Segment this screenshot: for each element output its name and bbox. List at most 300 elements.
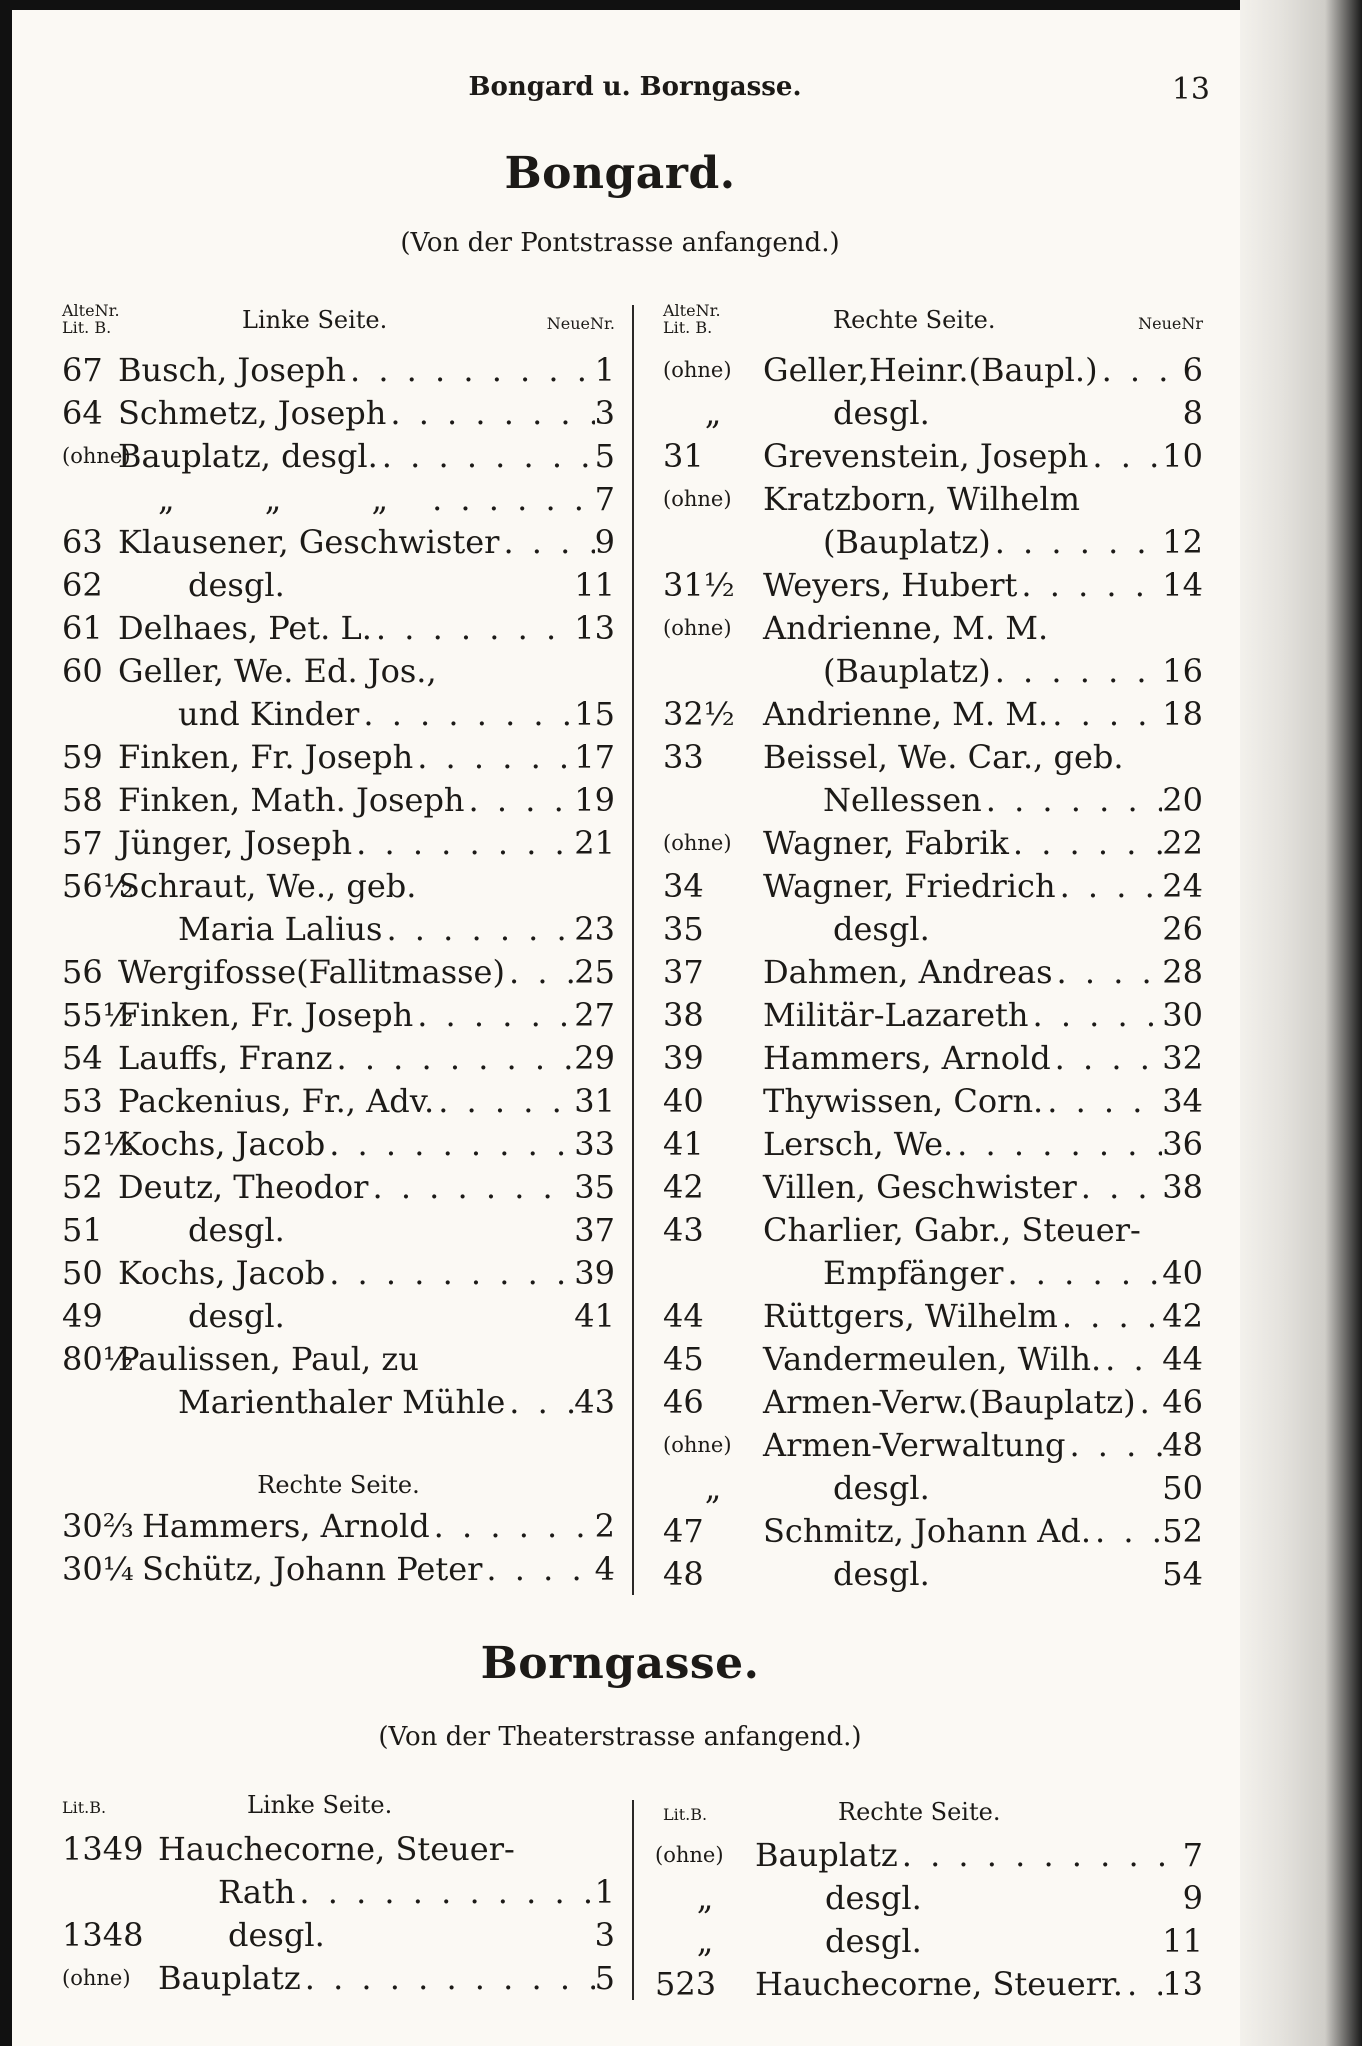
new-number: 1 — [594, 1873, 615, 1911]
new-number: 8 — [1182, 394, 1203, 432]
header-side: Rechte Seite. — [833, 306, 996, 334]
list-item — [62, 1080, 615, 1123]
entry-name: Jünger, Joseph — [118, 824, 353, 862]
entry-name: desgl. — [188, 1211, 285, 1249]
leader-dots — [1136, 1381, 1163, 1424]
entry-name: Grevenstein, Joseph — [763, 437, 1089, 475]
old-number: (ohne) — [663, 1433, 732, 1457]
old-number: (ohne) — [663, 487, 732, 511]
old-number: 60 — [62, 652, 103, 690]
old-number: 58 — [62, 781, 103, 819]
leader-dots — [930, 1467, 1163, 1510]
entry-name: desgl. — [833, 910, 930, 948]
list-item — [663, 607, 1203, 650]
entry-name: Marienthaler Mühle — [178, 1383, 506, 1421]
old-number — [62, 908, 118, 951]
entry-name: Finken, Fr. Joseph — [118, 738, 414, 776]
list-item — [663, 478, 1203, 521]
entry-name: Rüttgers, Wilhelm — [763, 1297, 1058, 1335]
entry-name: Beissel, We. Car., geb. — [763, 738, 1124, 776]
old-number: 34 — [663, 867, 704, 905]
running-head — [60, 72, 1210, 112]
list-item — [663, 349, 1203, 392]
list-item — [663, 1553, 1203, 1596]
leader-dots — [285, 1209, 575, 1252]
old-number: 56 — [62, 953, 103, 991]
old-number: 35 — [663, 910, 704, 948]
new-number: 2 — [594, 1507, 615, 1545]
new-number: 27 — [574, 996, 615, 1034]
list-item — [663, 994, 1203, 1037]
old-number: 50 — [62, 1254, 103, 1292]
new-number: 4 — [594, 1550, 615, 1588]
list-item — [62, 521, 615, 564]
entry-name: Maria Lalius — [178, 910, 383, 948]
old-number — [62, 478, 118, 521]
list-item — [663, 435, 1203, 478]
new-number: 44 — [1162, 1340, 1203, 1378]
old-number — [663, 521, 763, 564]
list-item — [663, 908, 1203, 951]
list-item — [62, 392, 615, 435]
entry-name: Bauplatz — [158, 1959, 301, 1997]
header-old-number: Lit.B. — [62, 1798, 107, 1817]
list-item — [62, 1209, 615, 1252]
leader-dots — [325, 1252, 574, 1295]
old-number: 30⅔ — [62, 1507, 134, 1545]
entry-name: Armen-Verw.(Bauplatz) — [763, 1383, 1136, 1421]
leader-dots — [930, 908, 1163, 951]
old-number: 56½ — [62, 867, 134, 905]
old-number: 1348 — [62, 1916, 144, 1954]
new-number: 29 — [574, 1039, 615, 1077]
new-number: 41 — [574, 1297, 615, 1335]
new-number: 16 — [1162, 652, 1203, 690]
leader-dots — [382, 908, 574, 951]
entry-name: Weyers, Hubert — [763, 566, 1018, 604]
new-number: 3 — [594, 1916, 615, 1954]
leader-dots — [332, 1037, 574, 1080]
new-number: 32 — [1162, 1039, 1203, 1077]
list-item — [62, 951, 615, 994]
new-number: 43 — [574, 1383, 615, 1421]
entry-name: Geller,Heinr.(Baupl.) — [763, 351, 1098, 389]
old-number: 30¼ — [62, 1550, 134, 1588]
entry-name: Finken, Fr. Joseph — [118, 996, 414, 1034]
new-number: 6 — [1182, 351, 1203, 389]
entry-name: desgl. — [228, 1916, 325, 1954]
entry-name: Hauchecorne, Steuerr. — [755, 1965, 1123, 2003]
list-item — [663, 1295, 1203, 1338]
old-number: 31 — [663, 437, 704, 475]
bongard-right-list — [663, 349, 1203, 1596]
section-title-bongard: Bongard. — [504, 148, 736, 199]
list-item — [62, 1338, 615, 1381]
old-number: 62 — [62, 566, 103, 604]
column-divider — [632, 1800, 634, 2000]
list-item — [62, 1505, 615, 1548]
old-number — [663, 650, 763, 693]
leader-dots — [419, 1338, 615, 1381]
list-item — [663, 1123, 1203, 1166]
entry-name: Kochs, Jacob — [118, 1125, 326, 1163]
borngasse-left-list — [62, 1828, 615, 2000]
list-item — [62, 607, 615, 650]
entry-name: desgl. — [825, 1922, 922, 1960]
leader-dots — [378, 435, 595, 478]
entry-name: Hammers, Arnold — [142, 1507, 430, 1545]
new-number: 12 — [1162, 523, 1203, 561]
new-number: 28 — [1162, 953, 1203, 991]
list-item — [62, 1166, 615, 1209]
leader-dots — [991, 650, 1163, 693]
leader-dots — [352, 822, 574, 865]
list-item — [663, 1166, 1203, 1209]
new-number: 14 — [1162, 566, 1203, 604]
entry-name: Wagner, Friedrich — [763, 867, 1056, 905]
new-number: 39 — [574, 1254, 615, 1292]
leader-dots — [922, 1920, 1163, 1963]
leader-dots — [465, 779, 575, 822]
new-number: 24 — [1162, 867, 1203, 905]
leader-dots — [430, 1505, 595, 1548]
leader-dots — [1124, 736, 1203, 779]
list-item — [62, 1037, 615, 1080]
old-number: 41 — [663, 1125, 704, 1163]
list-item — [663, 521, 1203, 564]
list-item — [655, 1963, 1203, 2006]
list-item — [655, 1877, 1203, 1920]
entry-name: Andrienne, M. M. — [763, 695, 1049, 733]
entry-name: Dahmen, Andreas — [763, 953, 1053, 991]
leader-dots — [413, 994, 574, 1037]
leader-dots — [1056, 865, 1163, 908]
new-number: 15 — [574, 695, 615, 733]
borngasse-left-header — [62, 1793, 615, 1823]
entry-name: Paulissen, Paul, zu — [118, 1340, 419, 1378]
entry-name: Nellessen — [823, 781, 982, 819]
list-item — [62, 349, 615, 392]
entry-name: Schraut, We., geb. — [118, 867, 417, 905]
old-number: 52½ — [62, 1125, 134, 1163]
old-number: 52 — [62, 1168, 103, 1206]
new-number: 18 — [1162, 695, 1203, 733]
entry-name: Lauffs, Franz — [118, 1039, 333, 1077]
new-number: 11 — [1162, 1922, 1203, 1960]
bongard-left-extra-list — [62, 1505, 615, 1591]
old-number: 31½ — [663, 566, 735, 604]
leader-dots — [922, 1877, 1183, 1920]
leader-dots — [505, 951, 574, 994]
list-item — [663, 1037, 1203, 1080]
list-item — [62, 865, 615, 908]
new-number: 54 — [1162, 1555, 1203, 1593]
leader-dots — [1043, 1080, 1162, 1123]
new-number: 36 — [1162, 1125, 1203, 1163]
entry-name: Andrienne, M. M. — [763, 609, 1049, 647]
entry-name: Klausener, Geschwister — [118, 523, 500, 561]
entry-name: desgl. — [188, 566, 285, 604]
old-number: 39 — [663, 1039, 704, 1077]
leader-dots — [1141, 1209, 1203, 1252]
entry-name: Geller, We. Ed. Jos., — [118, 652, 437, 690]
leader-dots — [386, 392, 594, 435]
old-number: 64 — [62, 394, 103, 432]
entry-name: Villen, Geschwister — [763, 1168, 1077, 1206]
bongard-right-header — [663, 302, 1203, 342]
header-old-number: AlteNr. Lit. B. — [62, 301, 120, 337]
leader-dots — [982, 779, 1163, 822]
old-number: (ohne) — [663, 831, 732, 855]
entry-name: Charlier, Gabr., Steuer- — [763, 1211, 1141, 1249]
old-number — [62, 1381, 118, 1424]
new-number: 35 — [574, 1168, 615, 1206]
entry-name: Finken, Math. Joseph — [118, 781, 465, 819]
list-item — [62, 1914, 615, 1957]
entry-name: Schmitz, Johann Ad. — [763, 1512, 1092, 1550]
list-item — [62, 994, 615, 1037]
leader-dots — [1017, 564, 1162, 607]
list-item — [663, 693, 1203, 736]
leader-dots — [898, 1834, 1183, 1877]
entry-name: Thywissen, Corn. — [763, 1082, 1044, 1120]
old-number: 80½ — [62, 1340, 134, 1378]
new-number: 5 — [594, 1959, 615, 1997]
leader-dots — [1028, 994, 1162, 1037]
section-title-borngasse: Borngasse. — [480, 1638, 760, 1689]
section-subtitle-borngasse: (Von der Theaterstrasse anfangend.) — [378, 1722, 862, 1752]
old-number: 37 — [663, 953, 704, 991]
old-number: 33 — [663, 738, 704, 776]
old-number — [62, 1871, 158, 1914]
new-number: 3 — [594, 394, 615, 432]
new-number: 26 — [1162, 910, 1203, 948]
leader-dots — [437, 650, 615, 693]
old-number: „ — [696, 1922, 714, 1960]
leader-dots — [1048, 693, 1162, 736]
old-number: 43 — [663, 1211, 704, 1249]
header-side: Linke Seite. — [247, 1791, 393, 1819]
bongard-left-header — [62, 302, 615, 342]
list-item — [62, 779, 615, 822]
old-number: 49 — [62, 1297, 103, 1335]
leader-dots — [1077, 1166, 1163, 1209]
entry-name: Empfänger — [823, 1254, 1004, 1292]
leader-dots — [1058, 1295, 1162, 1338]
old-number: (ohne) — [62, 444, 131, 468]
list-item — [62, 435, 615, 478]
new-number: 23 — [574, 910, 615, 948]
leader-dots — [953, 1123, 1162, 1166]
borngasse-right-list — [655, 1834, 1203, 2006]
old-number: 42 — [663, 1168, 704, 1206]
list-item — [663, 650, 1203, 693]
entry-name: Hauchecorne, Steuer- — [158, 1830, 515, 1868]
entry-name: Deutz, Theodor — [118, 1168, 369, 1206]
entry-name: desgl. — [833, 394, 930, 432]
new-number: 13 — [1162, 1965, 1203, 2003]
list-item — [655, 1834, 1203, 1877]
list-item — [62, 650, 615, 693]
list-item — [663, 779, 1203, 822]
list-item — [663, 865, 1203, 908]
old-number: 1349 — [62, 1830, 144, 1868]
list-item — [663, 1080, 1203, 1123]
new-number: 46 — [1162, 1383, 1203, 1421]
entry-name: Busch, Joseph — [118, 351, 346, 389]
header-side: Rechte Seite. — [838, 1798, 1001, 1826]
list-item — [663, 1338, 1203, 1381]
leader-dots — [1065, 1424, 1162, 1467]
old-number: „ — [704, 1469, 722, 1507]
old-number — [663, 779, 763, 822]
new-number: 17 — [574, 738, 615, 776]
old-number: 48 — [663, 1555, 704, 1593]
entry-name: Armen-Verwaltung — [763, 1426, 1066, 1464]
leader-dots — [515, 1828, 615, 1871]
entry-name: Rath — [218, 1873, 296, 1911]
new-number: 48 — [1162, 1426, 1203, 1464]
list-item — [62, 1957, 615, 2000]
list-item — [663, 564, 1203, 607]
leader-dots — [416, 865, 615, 908]
bongard-left-subhead: Rechte Seite. — [257, 1471, 420, 1499]
entry-name: desgl. — [825, 1879, 922, 1917]
entry-name: Hammers, Arnold — [763, 1039, 1051, 1077]
entry-name: desgl. — [188, 1297, 285, 1335]
leader-dots — [285, 1295, 575, 1338]
leader-dots — [1088, 435, 1162, 478]
new-number: 33 — [574, 1125, 615, 1163]
leader-dots — [930, 392, 1183, 435]
entry-name: Wergifosse(Fallitmasse) — [118, 953, 505, 991]
old-number: 40 — [663, 1082, 704, 1120]
entry-name: Schmetz, Joseph — [118, 394, 387, 432]
old-number: 59 — [62, 738, 103, 776]
new-number: 7 — [594, 480, 615, 518]
bongard-left-list — [62, 349, 615, 1424]
list-item — [663, 392, 1203, 435]
entry-name: Bauplatz, desgl. — [118, 437, 378, 475]
old-number: (ohne) — [655, 1843, 724, 1867]
list-item — [62, 1381, 615, 1424]
scan-edge-right — [1240, 0, 1362, 2046]
old-number: 54 — [62, 1039, 103, 1077]
new-number: 34 — [1162, 1082, 1203, 1120]
old-number: 57 — [62, 824, 103, 862]
old-number: 53 — [62, 1082, 103, 1120]
header-side: Linke Seite. — [242, 306, 388, 334]
entry-name: (Bauplatz) — [823, 523, 991, 561]
leader-dots — [301, 1957, 595, 2000]
entry-name: Wagner, Fabrik — [763, 824, 1009, 862]
leader-dots — [434, 1080, 574, 1123]
running-head-title: Bongard u. Borngasse. — [468, 72, 802, 102]
old-number: 63 — [62, 523, 103, 561]
list-item — [62, 1123, 615, 1166]
list-item — [62, 822, 615, 865]
entry-name: Packenius, Fr., Adv. — [118, 1082, 435, 1120]
old-number: 523 — [655, 1965, 717, 2003]
old-number: „ — [696, 1879, 714, 1917]
column-divider — [632, 305, 634, 1595]
header-old-number: Lit.B. — [663, 1805, 708, 1824]
leader-dots — [368, 1166, 574, 1209]
header-old-number: AlteNr. Lit. B. — [663, 301, 721, 337]
new-number: 11 — [574, 566, 615, 604]
old-number: „ — [704, 394, 722, 432]
list-item — [663, 1252, 1203, 1295]
entry-name: und Kinder — [178, 695, 360, 733]
header-new-number: NeueNr. — [546, 314, 615, 333]
list-item — [62, 1548, 615, 1591]
leader-dots — [346, 349, 595, 392]
old-number: (ohne) — [62, 1966, 131, 1990]
scan-edge-top — [0, 0, 1362, 10]
leader-dots — [1051, 1037, 1163, 1080]
leader-dots — [325, 1914, 595, 1957]
new-number: 52 — [1162, 1512, 1203, 1550]
new-number: 42 — [1162, 1297, 1203, 1335]
list-item — [62, 564, 615, 607]
list-item — [62, 1871, 615, 1914]
old-number: 47 — [663, 1512, 704, 1550]
old-number: 46 — [663, 1383, 704, 1421]
new-number: 50 — [1162, 1469, 1203, 1507]
leader-dots — [285, 564, 575, 607]
old-number: 45 — [663, 1340, 704, 1378]
old-number: 67 — [62, 351, 103, 389]
list-item — [655, 1920, 1203, 1963]
list-item — [62, 908, 615, 951]
list-item — [62, 1828, 615, 1871]
entry-name: „ „ „ — [158, 480, 429, 518]
new-number: 13 — [574, 609, 615, 647]
leader-dots — [1053, 951, 1163, 994]
leader-dots — [372, 607, 574, 650]
old-number — [663, 1252, 763, 1295]
leader-dots — [1080, 478, 1203, 521]
entry-name: desgl. — [833, 1469, 930, 1507]
entry-name: Delhaes, Pet. L. — [118, 609, 372, 647]
leader-dots — [930, 1553, 1163, 1596]
entry-name: Militär-Lazareth — [763, 996, 1029, 1034]
leader-dots — [1009, 822, 1162, 865]
leader-dots — [325, 1123, 574, 1166]
old-number: (ohne) — [663, 616, 732, 640]
new-number: 22 — [1162, 824, 1203, 862]
old-number: 55½ — [62, 996, 134, 1034]
leader-dots — [359, 693, 574, 736]
old-number: (ohne) — [663, 358, 732, 382]
list-item — [663, 736, 1203, 779]
list-item — [663, 1510, 1203, 1553]
old-number: 51 — [62, 1211, 103, 1249]
old-number — [62, 693, 118, 736]
new-number: 5 — [594, 437, 615, 475]
list-item — [62, 736, 615, 779]
new-number: 37 — [574, 1211, 615, 1249]
list-item — [663, 1381, 1203, 1424]
leader-dots — [505, 1381, 574, 1424]
leader-dots — [1003, 1252, 1162, 1295]
list-item — [663, 1467, 1203, 1510]
new-number: 40 — [1162, 1254, 1203, 1292]
borngasse-right-header — [663, 1800, 1203, 1830]
new-number: 9 — [1182, 1879, 1203, 1917]
page-number: 13 — [1171, 72, 1210, 107]
new-number: 21 — [574, 824, 615, 862]
